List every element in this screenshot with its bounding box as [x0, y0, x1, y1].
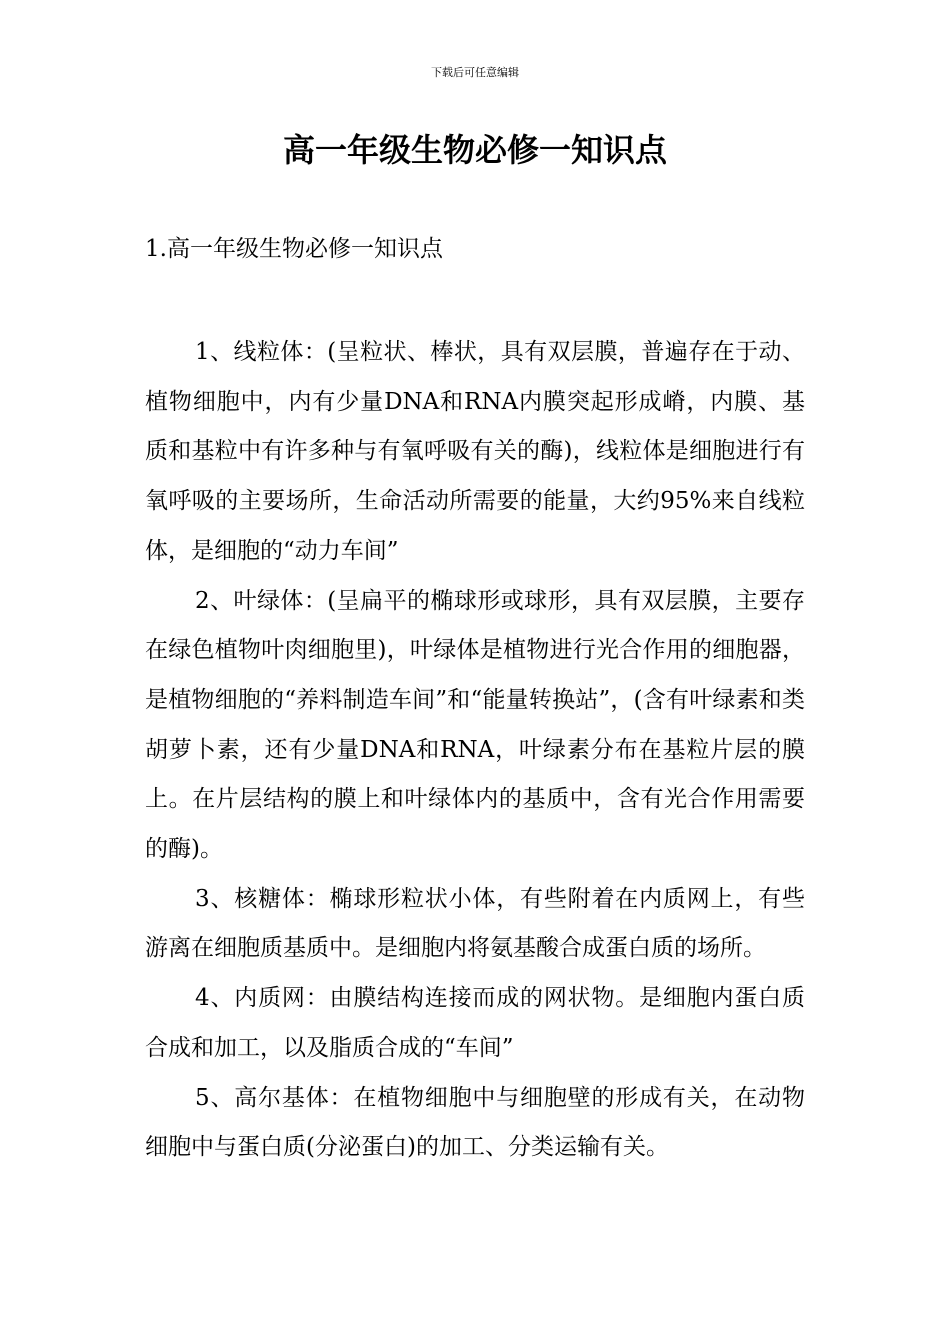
header-note: 下载后可任意编辑: [431, 66, 519, 79]
document-title: 高一年级生物必修一知识点: [282, 131, 667, 169]
paragraph-ribosome: 3、核糖体：椭球形粒状小体，有些附着在内质网上，有些游离在细胞质基质中。是细胞内将氨基酸合成蛋白质的场所。: [145, 885, 805, 962]
paragraph-endoplasmic-reticulum: 4、内质网：由膜结构连接而成的网状物。是细胞内蛋白质合成和加工，以及脂质合成的“车间”: [145, 985, 805, 1061]
paragraph-chloroplast: 2、叶绿体：(呈扁平的椭球形或球形，具有双层膜，主要存在绿色植物叶肉细胞里)，叶绿体是植物进行光合作用的细胞器，是植物细胞的“养料制造车间”和“能量转换站”，(含有叶绿素和类胡萝卜素，还有少量DNA和RNA，叶绿素分布在基粒片层的膜上。在片层结构的膜上和叶绿体内的基质中，含有光合作用需要的酶)。: [145, 587, 805, 863]
section-heading: 1.高一年级生物必修一知识点: [145, 236, 443, 262]
paragraph-golgi-apparatus: 5、高尔基体：在植物细胞中与细胞壁的形成有关，在动物细胞中与蛋白质(分泌蛋白)的加工、分类运输有关。: [145, 1084, 805, 1161]
paragraph-mitochondria: 1、线粒体：(呈粒状、棒状，具有双层膜，普遍存在于动、植物细胞中，内有少量DNA和RNA内膜突起形成嵴，内膜、基质和基粒中有许多种与有氧呼吸有关的酶)，线粒体是细胞进行有氧呼吸的主要场所，生命活动所需要的能量，大约95%来自线粒体，是细胞的“动力车间”: [145, 339, 805, 564]
document-body: [145, 328, 805, 1173]
